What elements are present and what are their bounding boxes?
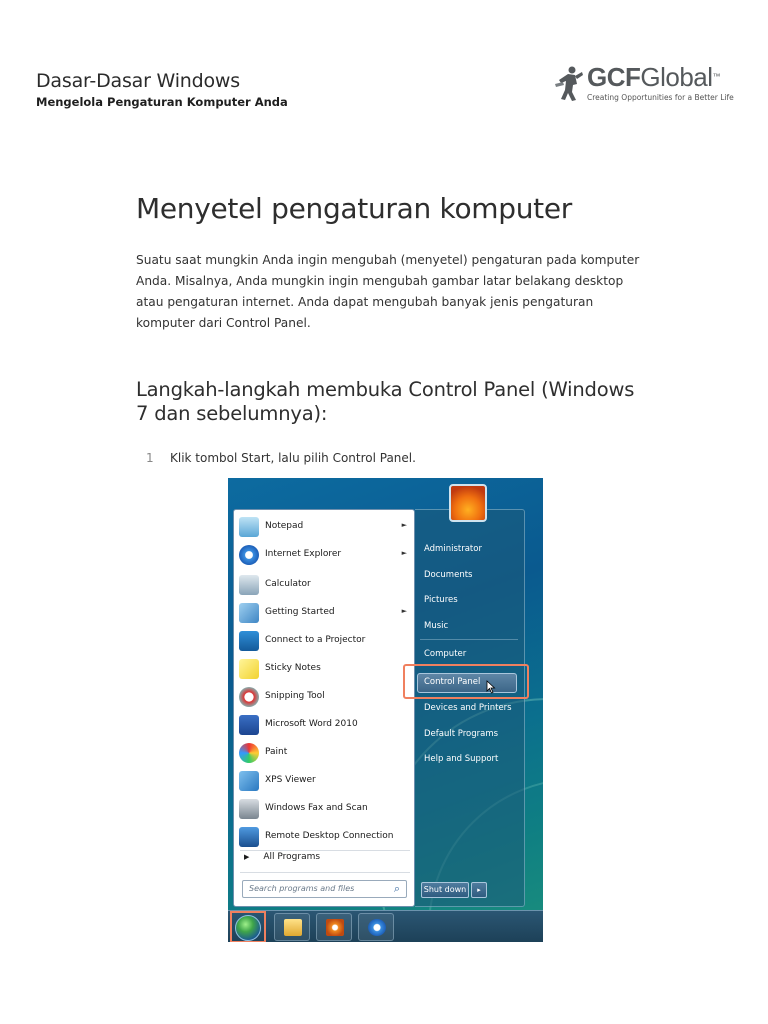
control-panel-callout-box <box>403 664 529 699</box>
all-programs-item[interactable]: ▶ All Programs <box>244 852 321 862</box>
submenu-arrow-icon: ► <box>401 607 407 615</box>
submenu-arrow-icon: ► <box>401 521 407 529</box>
taskbar-explorer-button[interactable] <box>274 913 310 941</box>
notepad-icon <box>239 517 259 537</box>
right-item-administrator[interactable]: Administrator <box>424 544 482 554</box>
right-item-documents[interactable]: Documents <box>424 570 473 580</box>
folder-icon <box>284 919 302 936</box>
menu-separator <box>240 872 410 873</box>
right-item-computer[interactable]: Computer <box>424 649 467 659</box>
gcfglobal-logo <box>553 62 743 104</box>
section-heading: Menyetel pengaturan komputer <box>136 192 572 225</box>
media-player-icon <box>326 919 344 936</box>
mouse-cursor-icon <box>486 680 496 694</box>
right-item-control-panel[interactable]: Control Panel <box>424 677 481 687</box>
document-title: Dasar-Dasar Windows <box>36 70 240 92</box>
program-item[interactable]: Calculator <box>237 572 413 598</box>
steps-heading: Langkah-langkah membuka Control Panel (Windows 7 dan sebelumnya): <box>136 378 635 425</box>
search-programs-input[interactable]: Search programs and files ⌕ <box>242 880 407 898</box>
program-item[interactable]: Snipping Tool <box>237 684 413 710</box>
right-item-pictures[interactable]: Pictures <box>424 595 458 605</box>
remote-desktop-icon <box>239 827 259 847</box>
program-item[interactable]: Microsoft Word 2010 <box>237 712 413 738</box>
logo-wordmark: GCFGlobal™ <box>587 62 721 92</box>
internet-explorer-icon <box>239 545 259 565</box>
right-item-music[interactable]: Music <box>424 621 449 631</box>
document-subtitle: Mengelola Pengaturan Komputer Anda <box>36 95 288 109</box>
word-icon <box>239 715 259 735</box>
program-item[interactable]: Getting Started ► <box>237 600 413 626</box>
start-button-callout-box <box>230 911 266 942</box>
chevron-right-icon: ▸ <box>477 886 481 894</box>
right-item-default-programs[interactable]: Default Programs <box>424 729 499 739</box>
paint-icon <box>239 743 259 763</box>
fax-scan-icon <box>239 799 259 819</box>
program-item[interactable]: Notepad ► <box>237 514 413 540</box>
windows7-start-menu-screenshot <box>228 478 543 942</box>
start-menu-programs-pane <box>233 509 415 907</box>
step-number: 1 <box>146 451 154 465</box>
logo-tagline: Creating Opportunities for a Better Life <box>587 93 734 102</box>
search-icon: ⌕ <box>393 882 400 895</box>
menu-separator <box>240 850 410 851</box>
step-text: Klik tombol Start, lalu pilih Control Panel. <box>170 451 416 465</box>
program-item[interactable]: Windows Fax and Scan <box>237 796 413 822</box>
calculator-icon <box>239 575 259 595</box>
step-item <box>146 451 416 465</box>
user-avatar[interactable] <box>449 484 487 522</box>
shutdown-options-button[interactable] <box>471 882 487 898</box>
program-item[interactable]: Internet Explorer ► <box>237 542 413 568</box>
sticky-notes-icon <box>239 659 259 679</box>
program-item[interactable]: Remote Desktop Connection <box>237 824 413 850</box>
internet-explorer-icon <box>368 919 386 936</box>
taskbar <box>228 910 543 942</box>
program-item[interactable]: Connect to a Projector <box>237 628 413 654</box>
submenu-arrow-icon: ► <box>401 549 407 557</box>
projector-icon <box>239 631 259 651</box>
shutdown-button[interactable]: Shut down <box>421 882 469 898</box>
gcf-figure-icon <box>553 64 585 102</box>
getting-started-icon <box>239 603 259 623</box>
intro-paragraph: Suatu saat mungkin Anda ingin mengubah (menyetel) pengaturan pada komputer Anda. Misalnya, Anda mungkin ingin mengubah gambar latar belakang desktop atau pengaturan internet. Anda dapat mengubah banyak jenis pengaturan komputer dari Control Panel. <box>136 253 640 330</box>
xps-viewer-icon <box>239 771 259 791</box>
snipping-tool-icon <box>239 687 259 707</box>
expand-arrow-icon: ▶ <box>244 853 250 861</box>
program-item[interactable]: Paint <box>237 740 413 766</box>
taskbar-media-player-button[interactable] <box>316 913 352 941</box>
program-item[interactable]: Sticky Notes <box>237 656 413 682</box>
program-item[interactable]: XPS Viewer <box>237 768 413 794</box>
taskbar-ie-button[interactable] <box>358 913 394 941</box>
right-item-help-support[interactable]: Help and Support <box>424 754 499 764</box>
right-item-devices-printers[interactable]: Devices and Printers <box>424 703 512 713</box>
menu-separator <box>420 639 518 640</box>
